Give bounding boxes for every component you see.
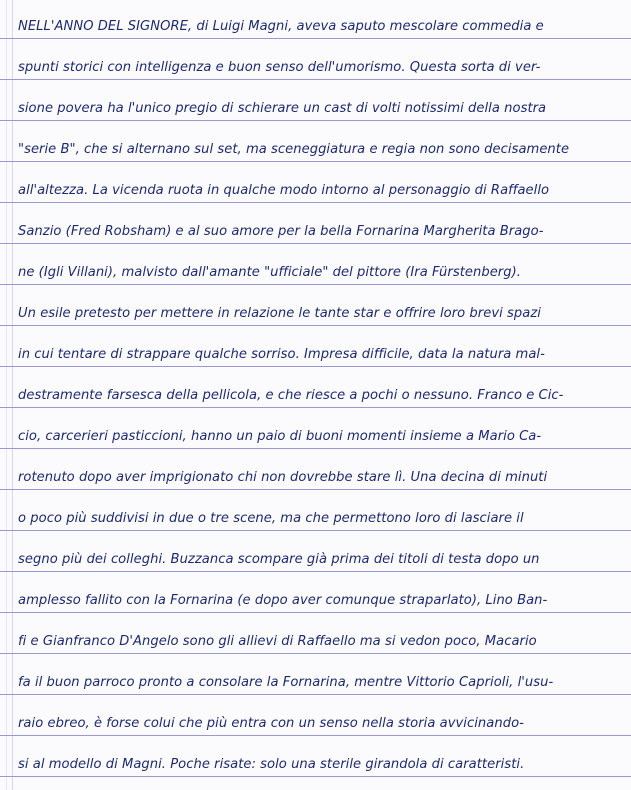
text-line-15: amplesso fallito con la Fornarina (e dopo aver comunque straparlato), Lino Ban- [18,593,548,608]
text-line-14: segno più dei colleghi. Buzzanca scompare già prima dei titoli di testa dopo un [18,552,540,567]
text-line-8: Un esile pretesto per mettere in relazione le tante star e offrire loro brevi spazi [18,306,541,321]
ruled-line [0,161,631,162]
text-line-11: cio, carcerieri pasticcioni, hanno un paio di buoni momenti insieme a Mario Ca- [18,429,542,444]
ruled-line [0,407,631,408]
text-line-17: fa il buon parroco pronto a consolare la Fornarina, mentre Vittorio Caprioli, l'usu- [18,675,554,690]
text-line-6: Sanzio (Fred Robsham) e al suo amore per la bella Fornarina Margherita Brago- [18,224,544,239]
text-line-18: raio ebreo, è forse colui che più entra con un senso nella storia avvicinando- [18,716,524,731]
ruled-line [0,612,631,613]
text-line-16: fi e Gianfranco D'Angelo sono gli allievi di Raffaello ma si vedon poco, Macario [18,634,537,649]
ruled-line [0,530,631,531]
ruled-line [0,694,631,695]
text-line-12: rotenuto dopo aver imprigionato chi non dovrebbe stare lì. Una decina di minuti [18,470,548,485]
text-line-2: spunti storici con intelligenza e buon senso dell'umorismo. Questa sorta di ver- [18,60,541,75]
text-line-5: all'altezza. La vicenda ruota in qualche modo intorno al personaggio di Raffaello [18,183,550,198]
ruled-line [0,653,631,654]
text-line-13: o poco più suddivisi in due o tre scene, ma che permettono loro di lasciare il [18,511,524,526]
ruled-line [0,120,631,121]
ruled-line [0,366,631,367]
ruled-line [0,776,631,777]
text-line-10: destramente farsesca della pellicola, e che riesce a pochi o nessuno. Franco e Cic- [18,388,564,403]
ruled-line [0,202,631,203]
text-line-7: ne (Igli Villani), malvisto dall'amante "ufficiale" del pittore (Ira Fürstenberg). [18,265,521,280]
text-line-9: in cui tentare di strappare qualche sorriso. Impresa difficile, data la natura mal- [18,347,545,362]
text-line-3: sione povera ha l'unico pregio di schierare un cast di volti notissimi della nostra [18,101,547,116]
ruled-line [0,735,631,736]
ruled-line [0,284,631,285]
text-line-19: si al modello di Magni. Poche risate: solo una sterile girandola di caratteristi. [18,757,525,772]
ruled-line [0,243,631,244]
ruled-line [0,325,631,326]
ruled-line [0,489,631,490]
ruled-line [0,571,631,572]
text-line-1: NELL'ANNO DEL SIGNORE, di Luigi Magni, aveva saputo mescolare commedia e [18,19,544,34]
margin-line [12,0,13,790]
text-line-4: "serie B", che si alternano sul set, ma sceneggiatura e regia non sono decisamente [18,142,570,157]
ruled-line [0,38,631,39]
ruled-line [0,79,631,80]
ruled-line [0,448,631,449]
